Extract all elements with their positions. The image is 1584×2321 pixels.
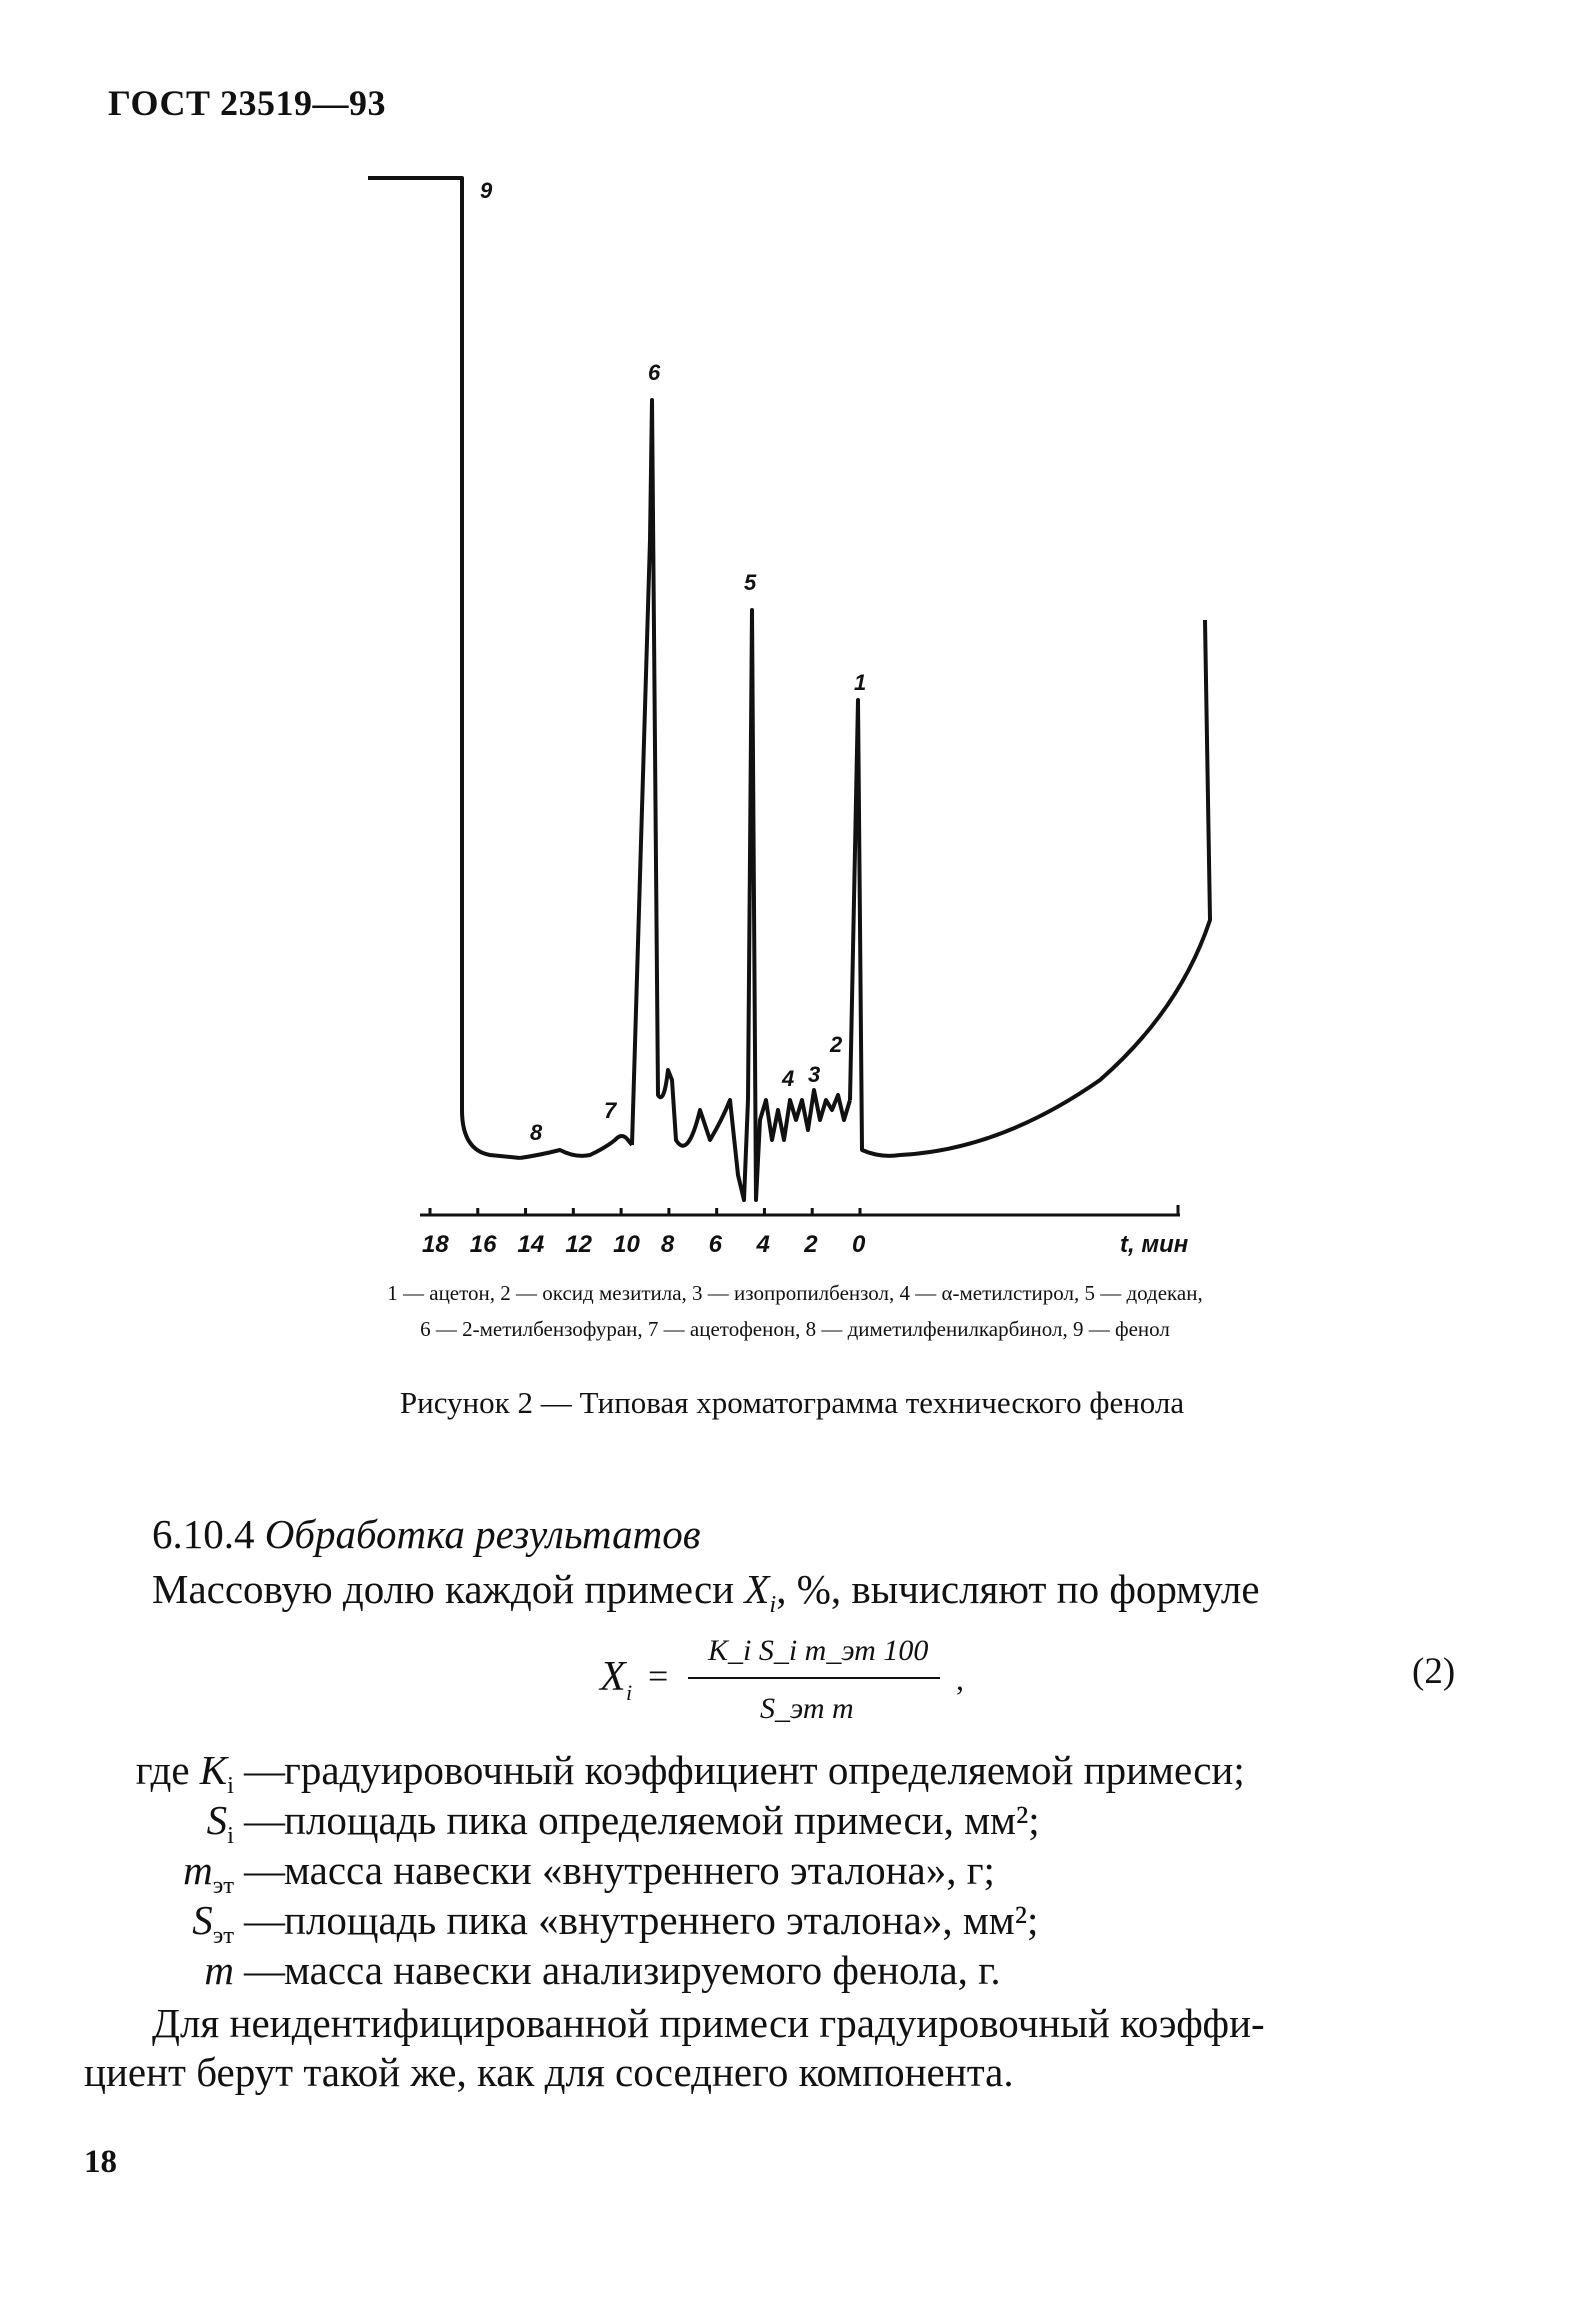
definition-dash: — — [244, 1947, 285, 1993]
formula-lhs: X — [600, 1654, 626, 1700]
para1-sub: i — [769, 1591, 777, 1619]
definition-text: площадь пика определяемой примеси, мм²; — [284, 1797, 1040, 1843]
section-heading — [152, 1510, 701, 1558]
peak-label-group — [480, 178, 866, 1145]
x-tick-label: 10 — [613, 1231, 640, 1258]
peak-label-6: 6 — [648, 360, 661, 385]
peak-label-8: 8 — [530, 1120, 543, 1145]
definition-text: градуировочный коэффициент определяемой примеси; — [284, 1747, 1245, 1793]
x-axis-label: t, мин — [1120, 1231, 1189, 1258]
peak-label-9: 9 — [480, 178, 493, 203]
formula-numerator: K_i S_i m_эт 100 — [708, 1634, 929, 1667]
x-tick-label: 18 — [422, 1231, 449, 1258]
x-tick-label: 12 — [565, 1231, 593, 1258]
definition-symbol: где $K_i$ — [135, 1747, 234, 1800]
peak-label-4: 4 — [782, 1066, 795, 1091]
definition-dash: — — [244, 1747, 285, 1793]
page-number: 18 — [84, 2144, 117, 2180]
figure-caption: Рисунок 2 — Типовая хроматограмма технического фенола — [399, 1385, 1185, 1420]
formula-comma: , — [956, 1661, 964, 1697]
para1-after: , %, вычисляют по формуле — [776, 1566, 1260, 1612]
definition-dash: — — [244, 1847, 285, 1893]
trace-peak-6 — [632, 400, 748, 1200]
paragraph-unidentified-line2: циент берут такой же, как для соседнего компонента. — [84, 2049, 1014, 2095]
trace-phenol-peak-9 — [368, 178, 520, 1158]
legend-line-1: 1 — ацетон, 2 — оксид мезитила, 3 — изопропилбензол, 4 — α-метилстирол, 5 — додекан, — [387, 1281, 1203, 1305]
peak-label-2: 2 — [830, 1032, 843, 1057]
peak-label-3: 3 — [808, 1062, 821, 1087]
section-number: 6.10.4 — [152, 1511, 255, 1557]
definition-symbol: $S_{эт}$ — [192, 1897, 234, 1950]
formula-equals: = — [648, 1656, 669, 1696]
paragraph-unidentified-line1: Для неидентифицированной примеси градуировочный коэффи- — [152, 2000, 1265, 2046]
x-tick-label: 4 — [756, 1231, 770, 1258]
definition-text: масса навески анализируемого фенола, г. — [284, 1947, 1001, 1993]
definition-prefix: где — [135, 1747, 200, 1793]
formula-denominator: S_эт m — [760, 1692, 854, 1725]
para1-before: Массовую долю каждой примеси — [152, 1566, 745, 1612]
peak-label-7: 7 — [604, 1098, 617, 1123]
formula-number: (2) — [1412, 1651, 1456, 1692]
x-tick-label: 0 — [852, 1231, 866, 1258]
definition-symbol: m — [204, 1947, 234, 1993]
formula-lhs-sub: i — [626, 1680, 633, 1705]
definition-text: площадь пика «внутреннего эталона», мм²; — [284, 1897, 1039, 1943]
peak-label-5: 5 — [744, 570, 757, 595]
chromatogram-trace — [368, 178, 1210, 1200]
trace-peak-5 — [748, 610, 850, 1200]
figure-legend — [160, 1275, 1430, 1347]
x-tick-label: 2 — [804, 1231, 818, 1258]
x-tick-label: 14 — [517, 1231, 545, 1258]
definition-dash: — — [244, 1797, 285, 1843]
x-tick-label: 6 — [708, 1231, 723, 1258]
trace-peak-1 — [850, 620, 1210, 1156]
para1-var: X — [744, 1566, 770, 1612]
x-axis-ticks — [422, 1205, 1178, 1258]
peak-label-1: 1 — [854, 670, 867, 695]
definition-dash: — — [244, 1897, 285, 1943]
definition-symbol: $m_{эт}$ — [183, 1847, 234, 1900]
definition-symbol: $S_i$ — [206, 1797, 234, 1850]
document-code-header: ГОСТ 23519—93 — [108, 83, 386, 123]
formula-2 — [560, 1610, 1020, 1740]
x-tick-label: 8 — [660, 1231, 675, 1258]
definition-text: масса навески «внутреннего эталона», г; — [284, 1847, 995, 1893]
legend-line-2: 6 — 2-метилбензофуран, 7 — ацетофенон, 8 — диметилфенилкарбинол, 9 — фенол — [420, 1317, 1170, 1341]
section-title: Обработка результатов — [264, 1511, 701, 1557]
x-tick-label: 16 — [469, 1231, 497, 1258]
